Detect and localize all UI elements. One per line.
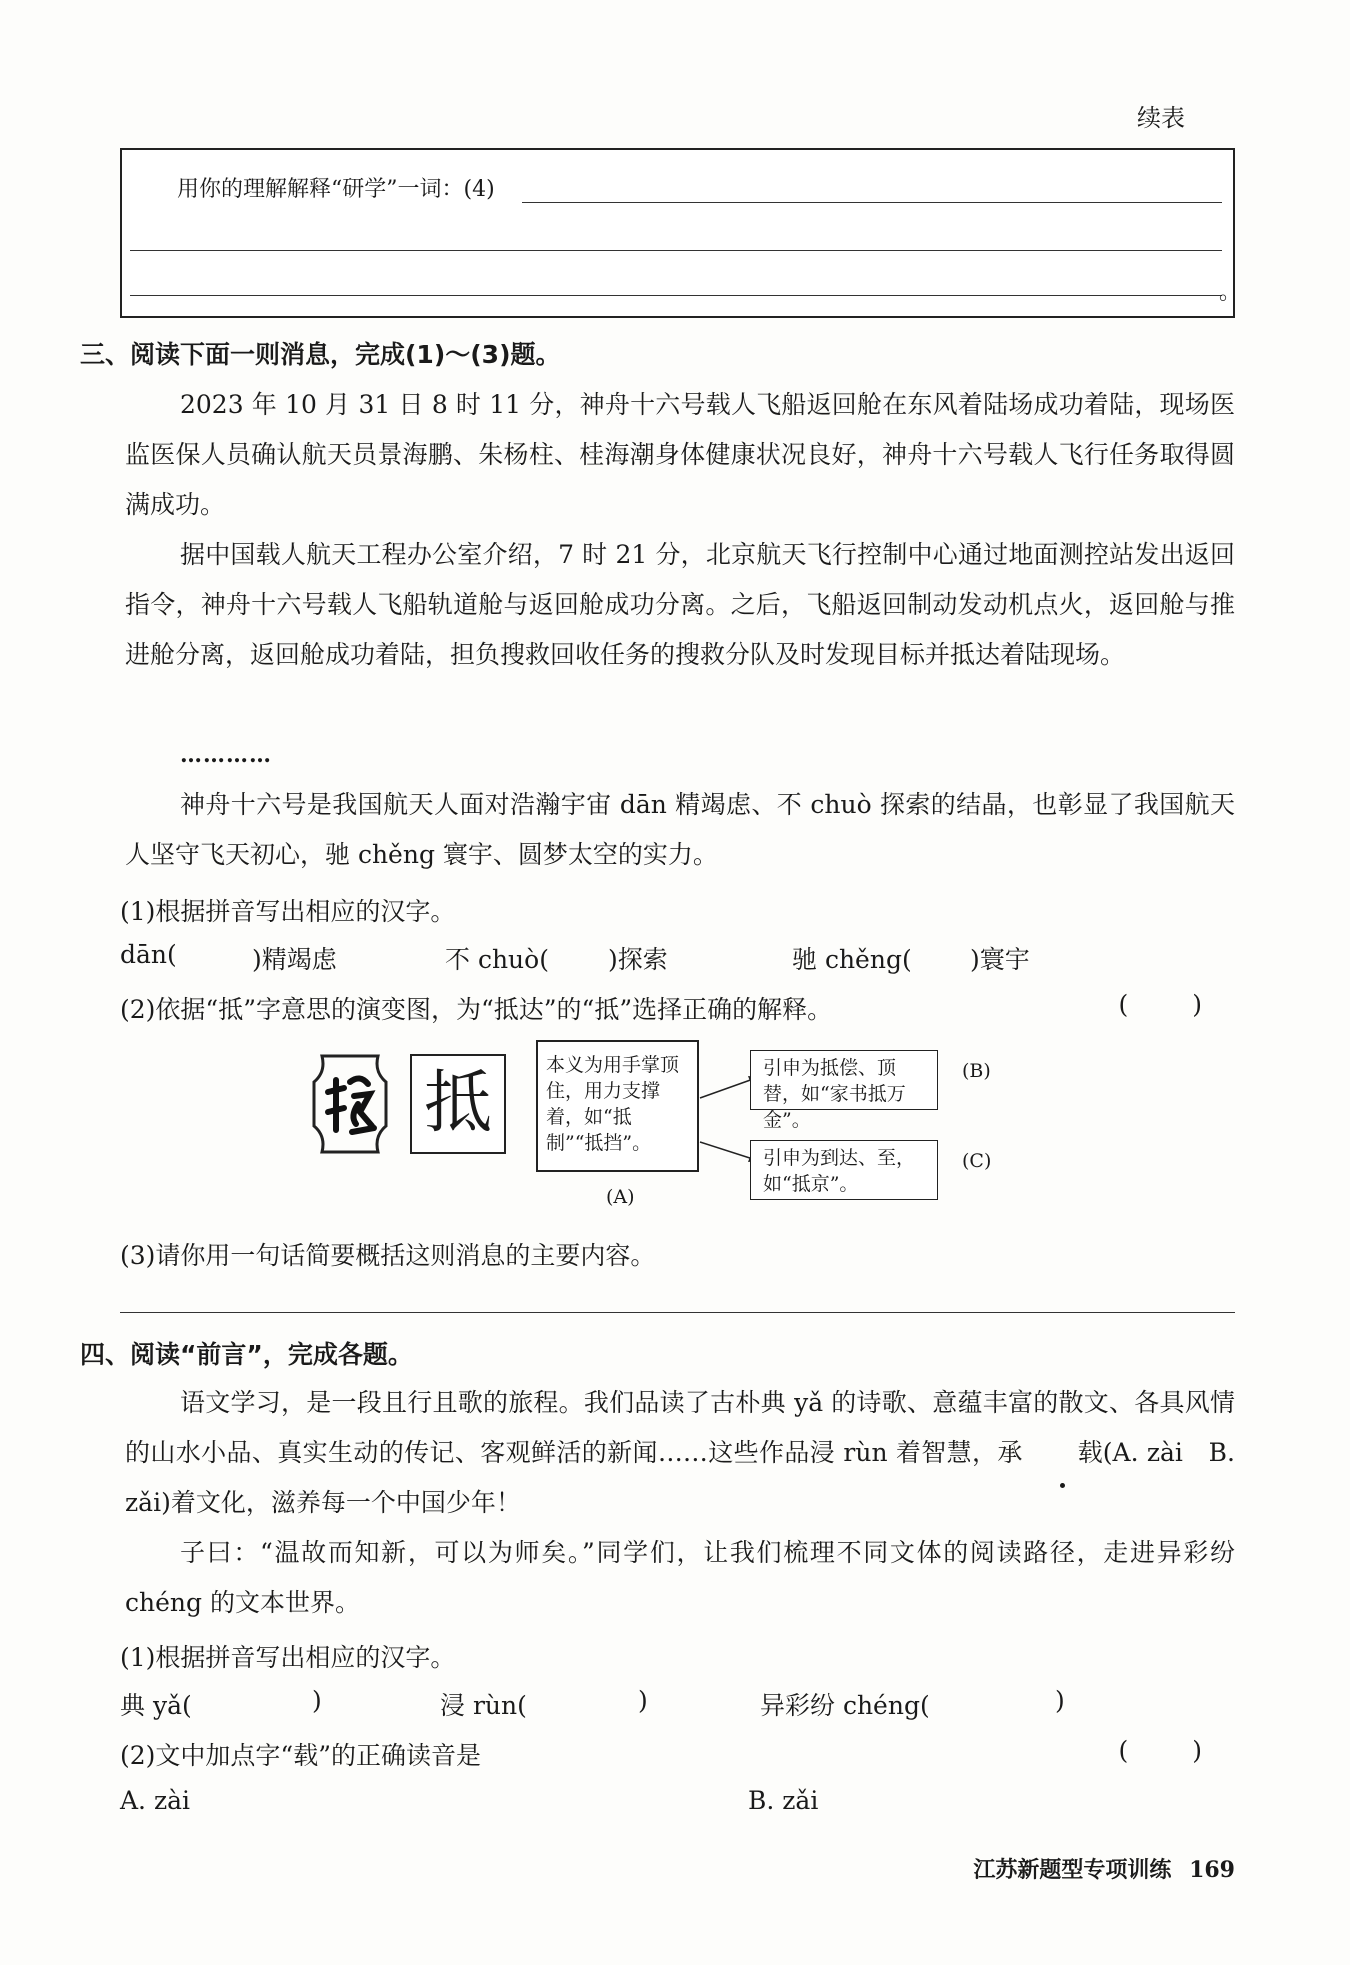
meaning-box-b	[750, 1050, 938, 1131]
section4-paragraph-1	[125, 1378, 1235, 1528]
s4-q1-item-3-post: )	[1055, 1686, 1065, 1715]
s4-question-1: (1)根据拼音写出相应的汉字。	[120, 1643, 456, 1672]
option-b[interactable]: B. zǎi	[748, 1786, 819, 1815]
s3-question-2: (2)依据“抵”字意思的演变图，为“抵达”的“抵”选择正确的解释。	[120, 995, 833, 1024]
section3-paragraph-2: 据中国载人航天工程办公室介绍，7 时 21 分，北京航天飞行控制中心通过地面测控站发出返回指令，神舟十六号载人飞船轨道舱与返回舱成功分离。之后，飞船返回制动发动机点火，返回舱与推进舱分离，返回舱成功着陆，担负搜救回收任务的搜救分队及时发现目标并抵达着陆现场。	[125, 540, 1235, 669]
label-a: (A)	[606, 1186, 635, 1208]
meaning-b-text: 引申为抵偿、顶替，如“家书抵万金”。	[763, 1057, 906, 1131]
s4-q2-answer-paren[interactable]: ( )	[1118, 1736, 1230, 1765]
section3-heading: 三、阅读下面一则消息，完成(1)～(3)题。	[80, 340, 561, 369]
modern-char-box	[410, 1054, 506, 1154]
ancient-seal-glyph-icon	[310, 1052, 390, 1156]
answer-line-1[interactable]	[522, 202, 1222, 203]
modern-char: 抵	[423, 1064, 492, 1143]
s3-q1-item-2-post: )探索	[608, 945, 668, 974]
option-a[interactable]: A. zài	[120, 1786, 191, 1815]
section4-heading: 四、阅读“前言”，完成各题。	[80, 1340, 413, 1369]
s4-q1-item-1-pre: 典 yǎ(	[120, 1691, 192, 1720]
answer-table-row	[120, 148, 1242, 318]
dotted-char: 载	[1023, 1428, 1103, 1478]
s3-question-3: (3)请你用一句话简要概括这则消息的主要内容。	[120, 1241, 656, 1270]
section4-paragraph-2: 子曰：“温故而知新，可以为师矣。”同学们，让我们梳理不同文体的阅读路径，走进异彩纷 chéng 的文本世界。	[125, 1538, 1235, 1617]
s3-question-1: (1)根据拼音写出相应的汉字。	[120, 897, 456, 926]
meaning-c-text: 引申为到达、至，如“抵京”。	[763, 1147, 916, 1195]
s3-q1-item-3-pre: 驰 chěng(	[792, 945, 912, 974]
s4-p1-text-a: 语文学习，是一段且行且歌的旅程。我们品读了古朴典 yǎ 的诗歌、意蕴丰富的散文、各具风情的山水小品、真实生动的传记、客观鲜活的新闻……这些作品浸 rùn 着智慧，承	[125, 1388, 1235, 1467]
s4-question-2: (2)文中加点字“载”的正确读音是	[120, 1741, 481, 1770]
s3-q1-item-1-pre: dān(	[120, 940, 177, 969]
label-c: (C)	[962, 1150, 992, 1172]
character-evolution-diagram	[310, 1040, 1040, 1220]
meaning-box-a	[536, 1040, 699, 1172]
s3-q1-item-2-pre: 不 chuò(	[445, 945, 549, 974]
s3-q3-answer-line[interactable]	[120, 1312, 1235, 1313]
label-b: (B)	[962, 1060, 991, 1082]
s4-q1-item-2-pre: 浸 rùn(	[440, 1691, 527, 1720]
book-title: 江苏新题型专项训练	[973, 1858, 1172, 1883]
answer-line-2[interactable]	[130, 250, 1222, 251]
s3-q1-item-1-post: )精竭虑	[252, 945, 337, 974]
footer	[973, 1853, 1235, 1884]
s3-q1-items	[120, 940, 1120, 980]
answer-line-3[interactable]	[130, 295, 1222, 296]
continued-label: 续表	[1137, 104, 1185, 132]
s4-q1-item-3-pre: 异彩纷 chéng(	[760, 1691, 930, 1720]
page-number: 169	[1189, 1857, 1235, 1883]
end-mark: 。	[1219, 280, 1242, 305]
section3-paragraph-3: 神舟十六号是我国航天人面对浩瀚宇宙 dān 精竭虑、不 chuò 探索的结晶，也彰显了我国航天人坚守飞天初心，驰 chěng 寰宇、圆梦太空的实力。	[125, 790, 1235, 869]
s4-q1-item-1-post: )	[312, 1686, 322, 1715]
ellipsis: …………	[180, 742, 272, 768]
table-prompt: 用你的理解解释“研学”一词：(4)	[177, 177, 495, 202]
s3-q2-answer-paren[interactable]: ( )	[1118, 990, 1230, 1019]
section3-paragraph-1: 2023 年 10 月 31 日 8 时 11 分，神舟十六号载人飞船返回舱在东风着陆场成功着陆，现场医监医保人员确认航天员景海鹏、朱杨柱、桂海潮身体健康状况良好，神舟十六号载人飞行任务取得圆满成功。	[125, 390, 1235, 519]
meaning-a-text: 本义为用手掌顶住，用力支撑着，如“抵制”“抵挡”。	[546, 1054, 680, 1154]
s4-q1-item-2-post: )	[638, 1686, 648, 1715]
meaning-box-c	[750, 1140, 938, 1200]
s4-q1-items	[120, 1686, 1120, 1726]
s4-p1-text-b: (A. zài B. zǎi)着文化，滋养每一个中国少年！	[125, 1438, 1235, 1517]
s3-q1-item-3-post: )寰宇	[970, 945, 1030, 974]
